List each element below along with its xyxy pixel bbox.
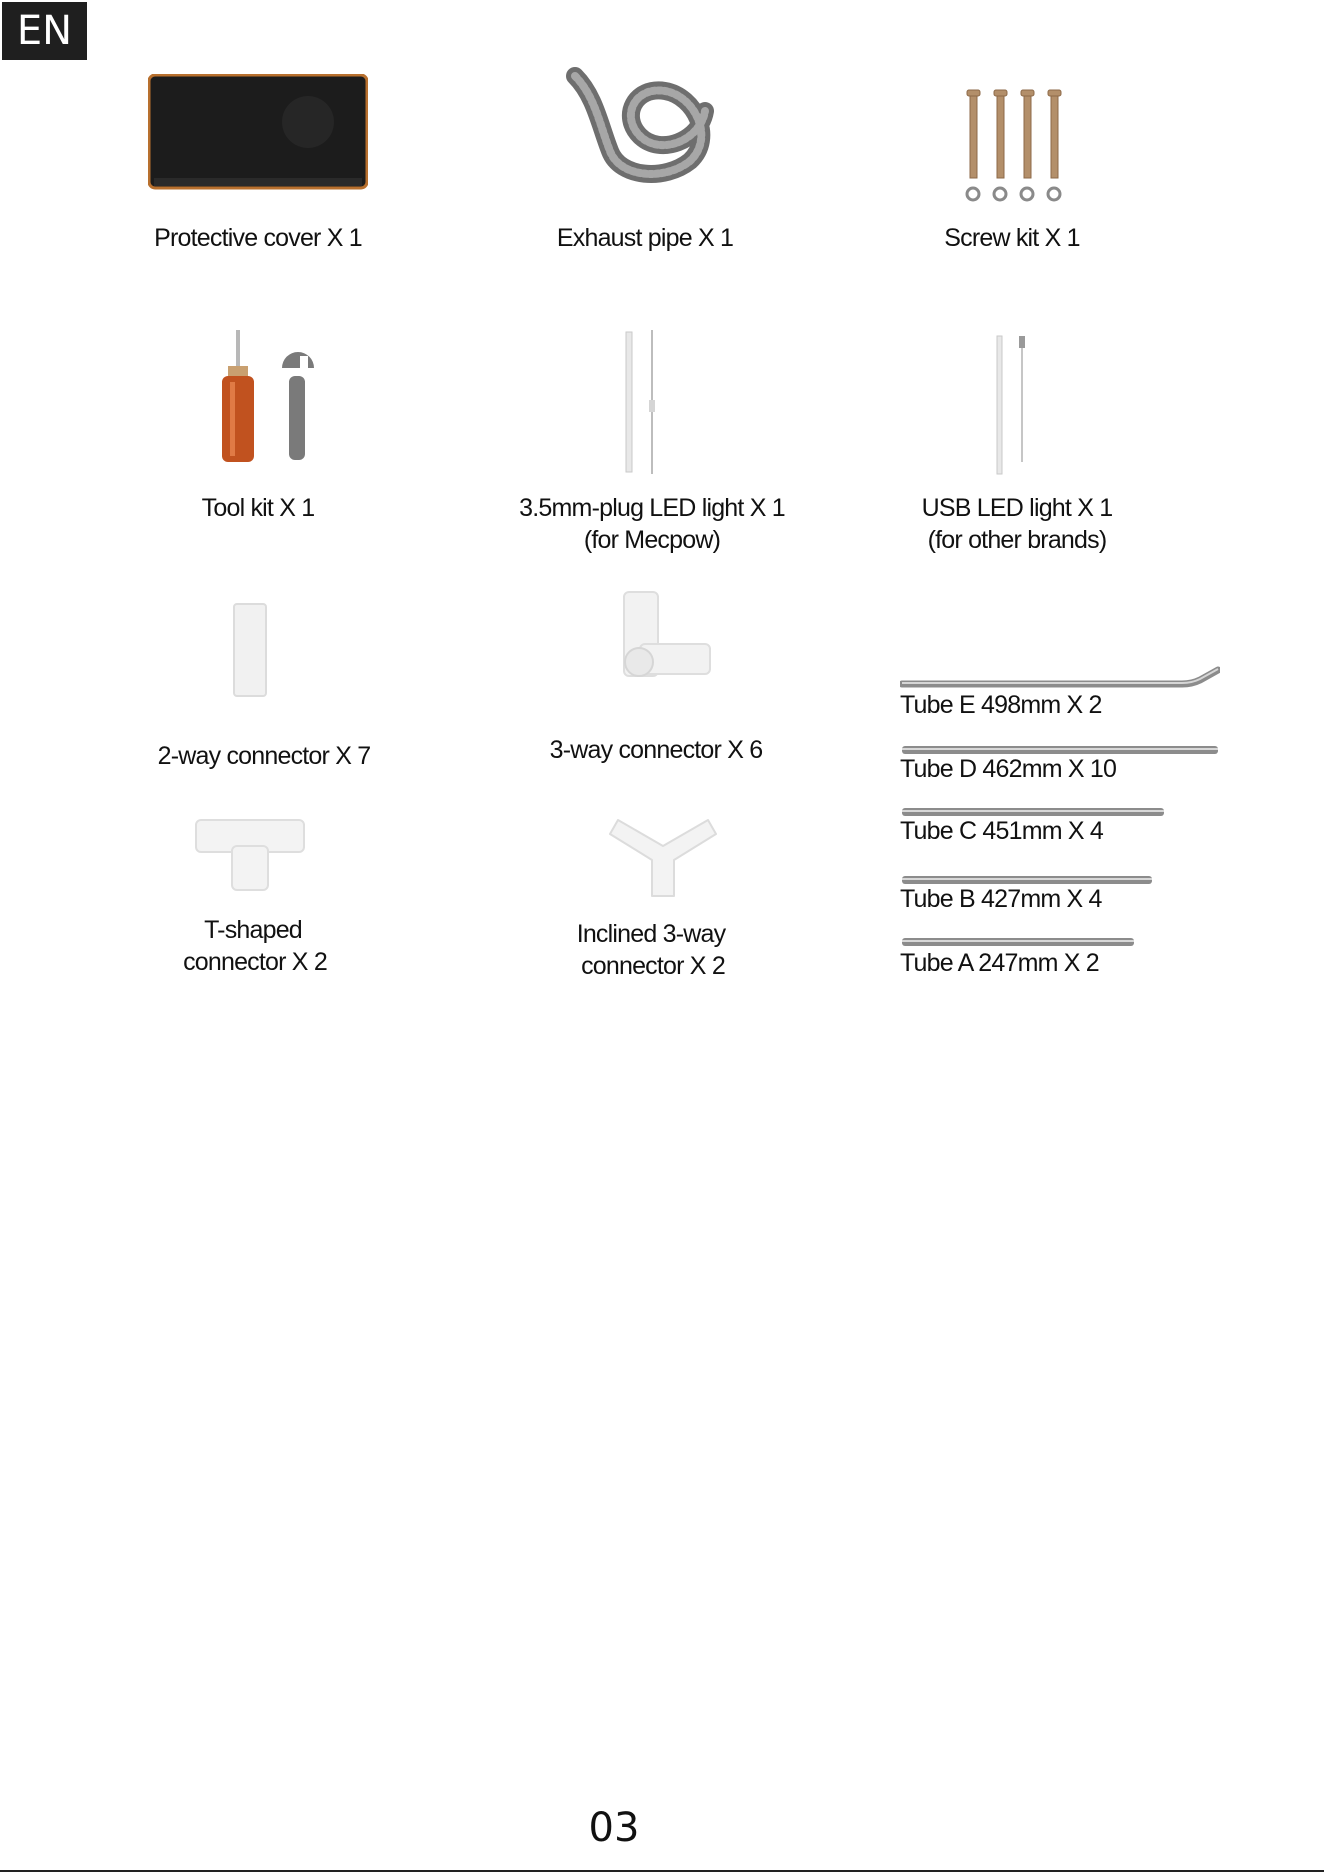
tube-c-label: Tube C 451mm X 4: [900, 817, 1104, 845]
screw-kit-label: Screw kit X 1: [944, 224, 1080, 252]
inclined-connector-label-line2: connector X 2: [581, 952, 725, 980]
page-number: 03: [588, 1805, 640, 1851]
usb-led-light-icon: [992, 332, 1032, 478]
protective-cover-label: Protective cover X 1: [154, 224, 362, 252]
plug-led-light-label-line2: (for Mecpow): [583, 526, 721, 554]
two-way-connector-icon: [232, 602, 268, 698]
tube-e-icon: [900, 666, 1220, 690]
usb-led-light-label-line2: (for other brands): [927, 526, 1107, 554]
usb-led-light-label-line1: USB LED light X 1: [921, 494, 1113, 522]
tube-e-label: Tube E 498mm X 2: [900, 691, 1102, 719]
inclined-connector-icon: [604, 816, 722, 900]
inclined-connector-label-line1: Inclined 3-way: [576, 920, 726, 948]
exhaust-pipe-label: Exhaust pipe X 1: [556, 224, 734, 252]
language-badge: EN: [2, 2, 87, 60]
tool-kit-label: Tool kit X 1: [201, 494, 315, 522]
protective-cover-icon: [148, 74, 368, 190]
three-way-connector-icon: [620, 590, 716, 686]
exhaust-pipe-icon: [565, 66, 725, 186]
tube-a-icon: [900, 936, 1136, 948]
t-shaped-connector-icon: [194, 818, 306, 892]
tube-a-label: Tube A 247mm X 2: [900, 949, 1099, 977]
tube-d-label: Tube D 462mm X 10: [900, 755, 1117, 783]
plug-led-light-icon: [618, 328, 668, 476]
screw-kit-icon: [960, 88, 1070, 204]
tool-kit-icon: [212, 326, 352, 466]
plug-led-light-label-line1: 3.5mm-plug LED light X 1: [519, 494, 785, 522]
three-way-connector-label: 3-way connector X 6: [549, 736, 763, 764]
two-way-connector-label: 2-way connector X 7: [157, 742, 371, 770]
tube-b-label: Tube B 427mm X 4: [900, 885, 1102, 913]
t-shaped-connector-label-line1: T-shaped: [204, 916, 302, 944]
t-shaped-connector-label-line2: connector X 2: [183, 948, 327, 976]
